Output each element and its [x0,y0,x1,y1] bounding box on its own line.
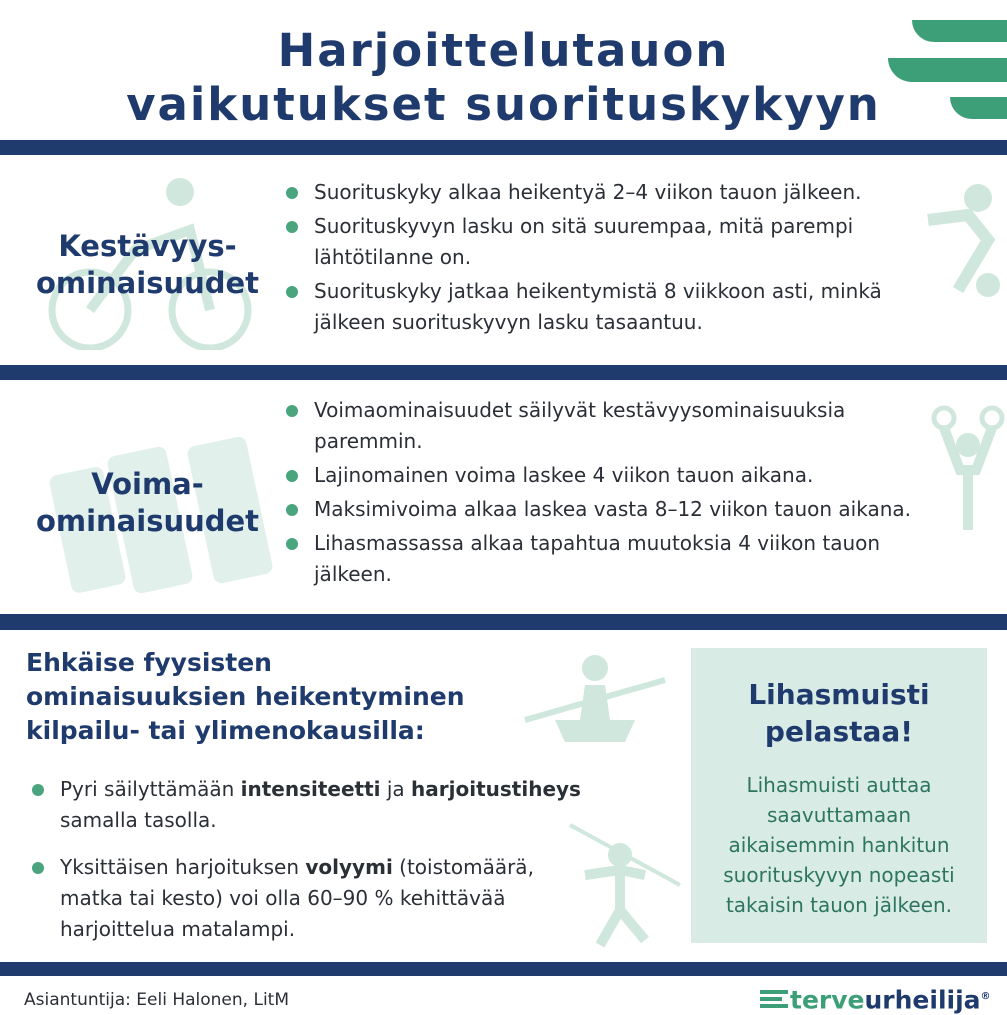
section1-heading [20,228,275,302]
box-title-line1: Lihasmuisti [748,678,930,711]
muscle-memory-box [691,648,987,943]
box-title [691,648,987,750]
bullet2-post: (toistomäärä, matka tai kesto) voi olla 60–90 % kehittävää harjoittelua matalampi. [60,855,534,941]
logo-lines-icon [760,990,788,1008]
bullet1-post: samalla tasolla. [60,808,217,832]
list-item: Suorituskyky alkaa heikentyä 2–4 viikon tauon jälkeen. [286,177,926,208]
section3-heading [26,646,546,748]
section2-heading [20,466,275,540]
section3-bullet-list [32,774,592,948]
logo-text-urheilija: urheilija [864,985,981,1015]
list-item: Maksimivoima alkaa laskea vasta 8–12 viikon tauon aikana. [286,494,966,525]
soccer-player-icon [918,180,1007,300]
section2-heading-line1: Voima- [91,467,204,501]
list-item [32,852,592,945]
divider-band-3 [0,614,1007,630]
list-item: Suorituskyky jatkaa heikentymistä 8 viikkoon asti, minkä jälkeen suorituskyvyn lasku tasaantuu. [286,276,926,338]
box-title-line2: pelastaa! [764,715,914,748]
bullet1-pre: Pyri säilyttämään [60,777,241,801]
section3-heading-line2: ominaisuuksien heikentyminen [26,682,465,711]
section2-bullet-list [286,395,966,593]
expert-credit: Asiantuntija: Eeli Halonen, LitM [24,990,289,1010]
logo-text-terve: terve [790,985,865,1015]
bullet1-mid: ja [380,777,412,801]
green-stripes-decoration [0,0,1007,130]
section1-heading-line2: ominaisuudet [35,266,260,300]
box-text: Lihasmuisti auttaa saavuttamaan aikaisemmin hankitun suorituskyvyn nopeasti takaisin tauon jälkeen. [723,773,955,917]
page-title-line2: vaikutukset suorituskykyyn [126,78,881,131]
section1-bullet-list [286,177,926,341]
divider-band-2 [0,365,1007,380]
bullet1-bold-intensity: intensiteetti [240,777,381,801]
list-item [32,774,592,836]
list-item: Lihasmassassa alkaa tapahtua muutoksia 4 viikon tauon jälkeen. [286,528,954,590]
page-title-line1: Harjoittelutauon [277,24,730,77]
section1-heading-line1: Kestävyys- [58,229,237,263]
bullet1-bold-frequency: harjoitustiheys [411,777,581,801]
divider-band-4 [0,962,1007,976]
list-item: Voimaominaisuudet säilyvät kestävyysominaisuuksia paremmin. [286,395,914,457]
list-item: Lajinomainen voima laskee 4 viikon tauon aikana. [286,460,966,491]
section2-heading-line2: ominaisuudet [35,504,260,538]
terveurheilija-logo [760,980,1000,1014]
list-item: Suorituskyvyn lasku on sitä suurempaa, mitä parempi lähtötilanne on. [286,211,926,273]
divider-band-1 [0,140,1007,155]
bullet2-pre: Yksittäisen harjoituksen [60,855,306,879]
logo-registered-mark: ® [980,991,991,1002]
bullet2-bold-volume: volyymi [305,855,393,879]
section3-heading-line3: kilpailu- tai ylimenokausilla: [26,716,425,745]
section3-heading-line1: Ehkäise fyysisten [26,648,272,677]
